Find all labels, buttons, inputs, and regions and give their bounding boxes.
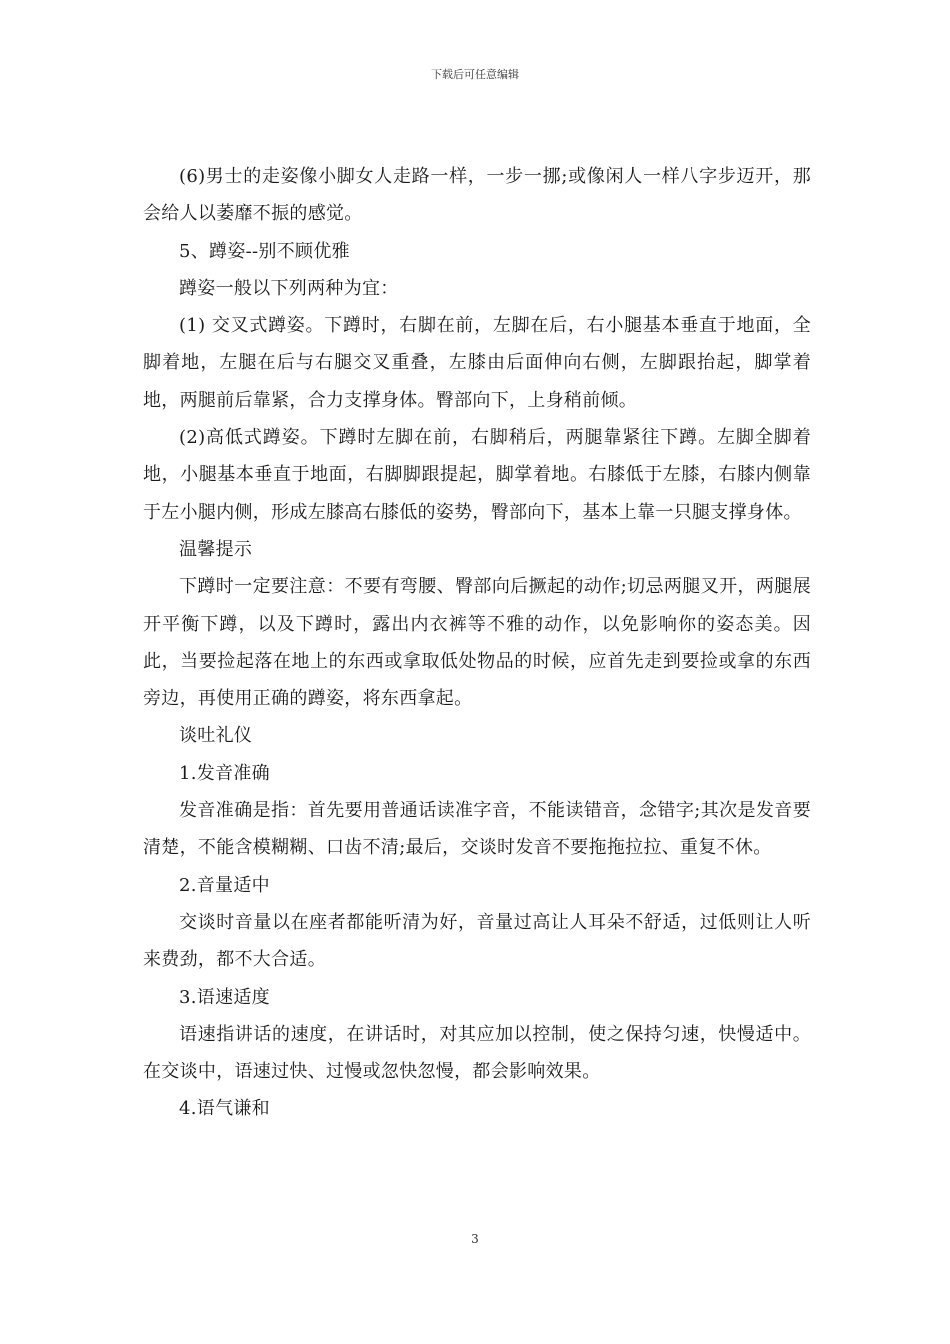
paragraph-male-walking: (6)男士的走姿像小脚女人走路一样，一步一挪;或像闲人一样八字步迈开，那会给人以萎靡不振的感觉。 [143, 166, 811, 225]
paragraph-speed: 语速指讲话的速度，在讲话时，对其应加以控制，使之保持匀速，快慢适中。在交谈中，语速过快、过慢或忽快忽慢，都会影响效果。 [143, 1023, 811, 1083]
heading-volume: 2.音量适中 [179, 874, 270, 896]
section-heading-speech-etiquette: 谈吐礼仪 [179, 725, 253, 747]
heading-warm-tips: 温馨提示 [179, 538, 253, 560]
section-heading-squatting: 5、蹲姿--别不顾优雅 [179, 240, 350, 262]
paragraph-pronunciation: 发音准确是指：首先要用普通话读准字音，不能读错音，念错字;其次是发音要清楚，不能含模糊糊、口齿不清;最后，交谈时发音不要拖拖拉拉、重复不休。 [143, 800, 811, 859]
paragraph-squat-intro: 蹲姿一般以下列两种为宜： [179, 277, 399, 299]
page-number: 3 [471, 1232, 479, 1246]
paragraph-high-low-squat: (2)高低式蹲姿。下蹲时左脚在前，右脚稍后，两腿靠紧往下蹲。左脚全脚着地，小腿基本垂直于地面，右脚脚跟提起，脚掌着地。右膝低于左膝，右膝内侧靠于左小腿内侧，形成左膝高右膝低的姿势，臀部向下，基本上靠一只腿支撑身体。 [143, 427, 811, 523]
document-body [143, 158, 811, 1128]
paragraph-cross-squat: (1) 交叉式蹲姿。下蹲时，右脚在前，左脚在后，右小腿基本垂直于地面，全脚着地，左腿在后与右腿交叉重叠，左膝由后面伸向右侧，左脚跟抬起，脚掌着地，两腿前后靠紧，合力支撑身体。臀部向下，上身稍前倾。 [143, 315, 811, 411]
heading-tone: 4.语气谦和 [179, 1098, 270, 1120]
page-header: 下载后可任意编辑 [431, 68, 519, 81]
paragraph-squat-notes: 下蹲时一定要注意：不要有弯腰、臀部向后撅起的动作;切忌两腿叉开，两腿展开平衡下蹲，以及下蹲时，露出内衣裤等不雅的动作，以免影响你的姿态美。因此，当要捡起落在地上的东西或拿取低处物品的时候，应首先走到要捡或拿的东西旁边，再使用正确的蹲姿，将东西拿起。 [143, 576, 811, 710]
heading-pronunciation: 1.发音准确 [179, 762, 270, 784]
heading-speed: 3.语速适度 [179, 986, 270, 1008]
paragraph-volume: 交谈时音量以在座者都能听清为好，音量过高让人耳朵不舒适，过低则让人听来费劲，都不大合适。 [143, 911, 811, 971]
